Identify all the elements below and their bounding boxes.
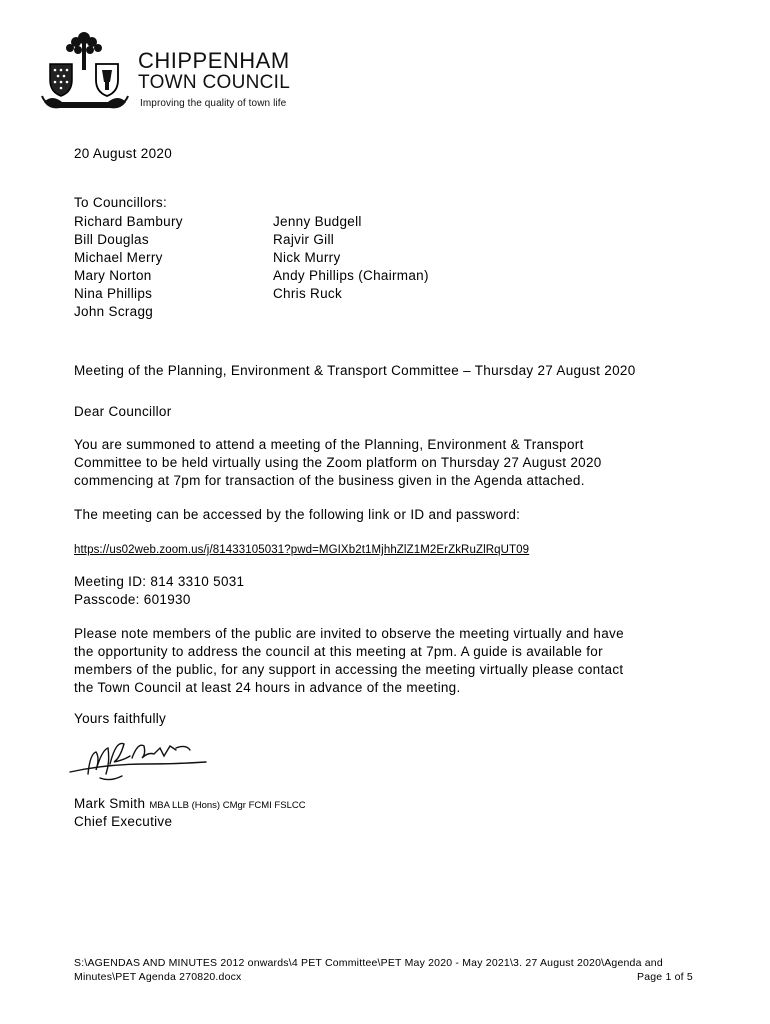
org-name-line2: TOWN COUNCIL (138, 72, 291, 93)
meeting-id: Meeting ID: 814 3310 5031 (74, 574, 245, 589)
closing: Yours faithfully (74, 711, 167, 726)
paragraph-line: members of the public, for any support in accessing the meeting virtually please contact (74, 662, 624, 677)
councillor-name: Rajvir Gill (273, 232, 335, 247)
councillor-name: Chris Ruck (273, 286, 343, 301)
signer-name: Mark Smith (74, 796, 146, 811)
paragraph-line: You are summoned to attend a meeting of the Planning, Environment & Transport (74, 437, 584, 452)
footer-path-line: Minutes\PET Agenda 270820.docx (74, 971, 242, 983)
councillor-name: Mary Norton (74, 268, 152, 283)
handwritten-signature (66, 734, 216, 784)
council-crest-logo (40, 30, 130, 116)
paragraph-line: Committee to be held virtually using the Zoom platform on Thursday 27 August 2020 (74, 455, 602, 470)
councillor-name: Jenny Budgell (273, 214, 362, 229)
org-name-line1: CHIPPENHAM (138, 48, 290, 73)
signer-qualifications: MBA LLB (Hons) CMgr FCMI FSLCC (149, 800, 306, 811)
org-tagline: Improving the quality of town life (140, 98, 287, 109)
councillor-name: Bill Douglas (74, 232, 149, 247)
meeting-credentials (74, 573, 244, 609)
councillor-list-left (74, 213, 183, 321)
to-label: To Councillors: (74, 195, 168, 210)
signer-line (74, 795, 306, 815)
councillor-name: Richard Bambury (74, 214, 183, 229)
signer-title: Chief Executive (74, 814, 173, 829)
councillor-name: Nick Murry (273, 250, 341, 265)
footer-path-line: S:\AGENDAS AND MINUTES 2012 onwards\4 PET Committee\PET May 2020 - May 2021\3. 27 August 2020\Agenda and (74, 957, 663, 969)
summons-paragraph (74, 436, 602, 490)
meeting-passcode: Passcode: 601930 (74, 592, 191, 607)
salutation: Dear Councillor (74, 404, 172, 419)
paragraph-line: the opportunity to address the council at this meeting at 7pm. A guide is available for (74, 644, 603, 659)
zoom-meeting-link[interactable]: https://us02web.zoom.us/j/81433105031?pwd=MGIXb2t1MjhhZlZ1M2ErZkRuZlRqUT09 (74, 544, 530, 556)
access-instructions: The meeting can be accessed by the following link or ID and password: (74, 507, 521, 522)
paragraph-line: Please note members of the public are invited to observe the meeting virtually and have (74, 626, 624, 641)
page-number: Page 1 of 5 (637, 971, 693, 983)
public-notice-paragraph (74, 625, 624, 697)
councillor-name: Andy Phillips (Chairman) (273, 268, 429, 283)
councillor-name: Michael Merry (74, 250, 163, 265)
councillor-name: Nina Phillips (74, 286, 153, 301)
councillor-list-right (273, 213, 429, 303)
letter-date: 20 August 2020 (74, 146, 173, 161)
paragraph-line: the Town Council at least 24 hours in advance of the meeting. (74, 680, 461, 695)
councillor-name: John Scragg (74, 304, 154, 319)
meeting-subject: Meeting of the Planning, Environment & Transport Committee – Thursday 27 August 2020 (74, 363, 636, 378)
footer-file-path (74, 956, 663, 984)
paragraph-line: commencing at 7pm for transaction of the business given in the Agenda attached. (74, 473, 585, 488)
